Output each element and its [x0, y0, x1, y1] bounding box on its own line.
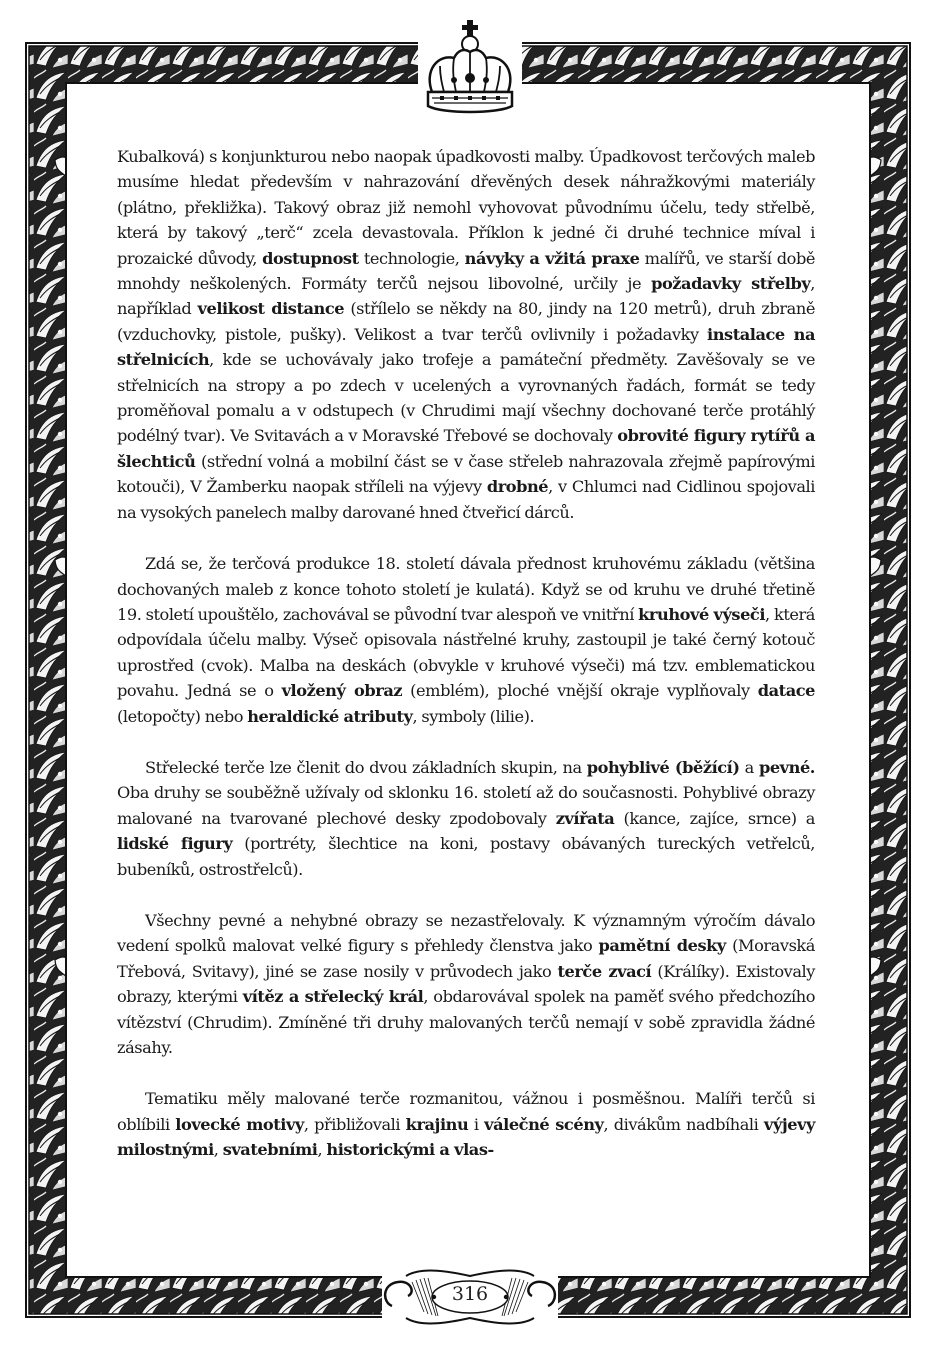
text-run: (letopočty) nebo — [117, 706, 248, 726]
bold-phrase: lovecké motivy — [175, 1114, 304, 1134]
text-run: Kubalková) s konjunkturou nebo naopak úpadkovosti malby. Úpadkovost terčových maleb musíme hledat především v nahrazování dřevěných desek náhražkovými materiály (plátno, překližka). Takový obraz již nemohl vyhovovat původnímu účelu, tedy střelbě, která by takový „terč“ zcela devastovala. Příklon k jedné či druhé technice míval i prozaické důvody, — [117, 147, 815, 268]
paragraph — [117, 144, 815, 525]
bold-phrase: návyky a vžitá praxe — [464, 248, 640, 268]
text-run: , například — [117, 274, 815, 319]
bold-phrase: historickými a vlas- — [326, 1140, 494, 1160]
bold-phrase: velikost distance — [197, 299, 345, 319]
text-run: , — [213, 1140, 223, 1160]
bold-phrase: pevné. — [758, 757, 815, 777]
bold-phrase: vítěz a střelecký král — [242, 987, 424, 1007]
text-run: Zdá se, že terčová produkce 18. století dávala přednost kruhovému základu (většina dochovaných maleb z konce tohoto století je kulatá). Když se od kruhu ve druhé třetině 19. století upouštělo, zachovával se původní tvar alespoň ve vnitřní — [117, 554, 815, 624]
text-run: , divákům nadbíhali — [603, 1114, 764, 1134]
page-number: 316 — [451, 1283, 489, 1305]
text-run: (Králíky). Existovaly obrazy, kterými — [117, 961, 815, 1007]
bold-phrase: požadavky střelby — [651, 274, 811, 294]
text-run: , — [317, 1140, 327, 1160]
bold-phrase: dostupnost — [262, 248, 359, 268]
text-run: malířů, ve starší době mnohdy neškolených. Formáty terčů nejsou libovolné, určily je — [117, 248, 816, 294]
bold-phrase: terče zvací — [557, 961, 652, 981]
bold-phrase: válečné scény — [484, 1114, 604, 1134]
paragraph — [117, 1086, 815, 1162]
bold-phrase: drobné — [486, 477, 549, 497]
text-run: , v Chlumci nad Cidlinou spojovali na vysokých panelech malby darované hned čtveřicí dárců. — [117, 477, 815, 522]
text-run: a — [739, 757, 759, 777]
bold-phrase: zvířata — [555, 808, 615, 828]
text-run: , která odpovídala účelu malby. Výseč opisovala nástřelné kruhy, zastoupil je také černý kotouč uprostřed (cvok). Malba na deskách (obvykle v kruhové výseči) má tzv. emblematickou povahu. Jedná se o — [117, 604, 815, 701]
text-run: Tematiku měly malované terče rozmanitou, vážnou i posměšnou. Malíři terčů si oblíbili — [117, 1089, 815, 1134]
bold-phrase: krajinu — [405, 1114, 469, 1134]
text-run: , přibližovali — [303, 1114, 406, 1134]
paragraph — [117, 908, 815, 1060]
text-run: , obdarovával spolek na paměť svého předchozího vítězství (Chrudim). Zmíněné tři druhy malovaných terčů nemají v sobě zpravidla žádné zásahy. — [117, 987, 816, 1057]
text-run: i — [468, 1114, 485, 1134]
text-run: technologie, — [358, 248, 465, 268]
text-run: Oba druhy se souběžně užívaly od sklonku 16. století až do současnosti. Pohyblivé obrazy malované na tvarované plechové desky zpodobovaly — [117, 783, 815, 828]
bold-phrase: výjevy milostnými — [117, 1114, 815, 1160]
text-run: (emblém), ploché vnější okraje vyplňovaly — [402, 681, 758, 701]
crown-icon — [418, 14, 522, 120]
text-run: Střelecké terče lze členit do dvou základních skupin, na — [145, 757, 587, 777]
bold-phrase: lidské figury — [117, 834, 233, 854]
bold-phrase: kruhové výseči — [638, 604, 766, 624]
paragraph — [117, 551, 815, 729]
text-run: , symboly (lilie). — [412, 706, 535, 726]
text-run: Všechny pevné a nehybné obrazy se nezastřelovaly. K významným výročím dávalo vedení spolků malovat velké figury s přehledy členstva jako — [117, 910, 815, 956]
paragraph — [117, 755, 815, 882]
text-run: (střední volná a mobilní část se v čase střeleb nahrazovala zřejmě papírovými kotouči), V Žamberku naopak stříleli na výjevy — [117, 451, 815, 497]
bold-phrase: instalace na střelnicích — [117, 324, 816, 370]
body-text — [117, 144, 815, 1189]
bold-phrase: obrovité figury rytířů a šlechticů — [117, 426, 815, 471]
bold-phrase: heraldické atributy — [247, 706, 413, 726]
bold-phrase: vložený obraz — [281, 681, 403, 701]
text-run: (střílelo se někdy na 80, jindy na 120 metrů), druh zbraně (vzduchovky, pistole, pušky). Velikost a tvar terčů ovlivnily i požadavky — [117, 299, 815, 344]
bold-phrase: svatebními — [222, 1140, 318, 1160]
text-run: (kance, zajíce, srnce) a — [614, 808, 815, 828]
text-run: (Moravská Třebová, Svitavy), jiné se zase nosily v průvodech jako — [117, 936, 815, 981]
bold-phrase: pohyblivé (běžící) — [586, 757, 740, 777]
text-run: , kde se uchovávaly jako trofeje a památeční předměty. Zavěšovaly se ve střelnicích na stropy a po zdech v ucelených a vyrovnaných řadách, formát se tedy proměňoval pomalu a v odstupech (v Chrudimi mají všechny dochované terče protáhlý podélný tvar). Ve Svitavách a v Moravské Třebové se dochovaly — [117, 350, 815, 446]
text-run: (portréty, šlechtice na koni, postavy obávaných tureckých vetřelců, bubeníků, ostrostřelců). — [117, 834, 815, 879]
bold-phrase: pamětní desky — [598, 936, 726, 956]
bold-phrase: datace — [757, 681, 815, 701]
